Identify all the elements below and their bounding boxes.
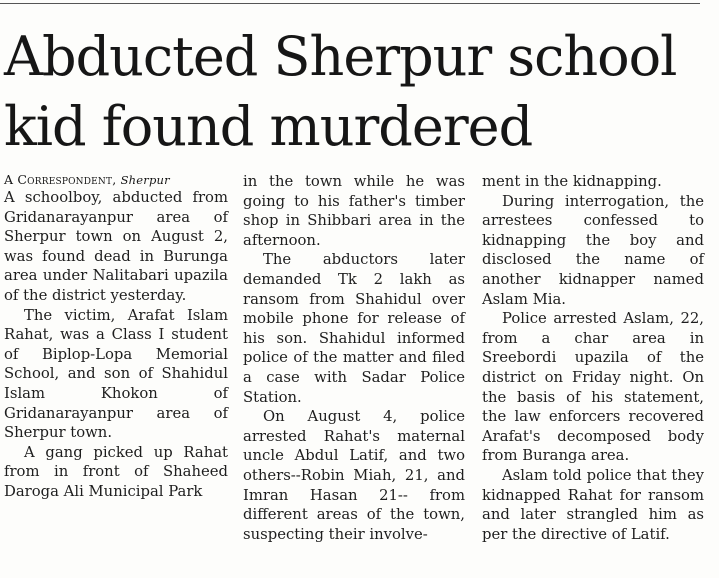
paragraph: The abductors later demanded Tk 2 lakh as ransom from Shahidul over mobile phone for release of his son. Shahidul informed police of the matter and filed a case with Sadar Police Station. — [243, 251, 465, 406]
paragraph: On August 4, police arrested Rahat's maternal uncle Abdul Latif, and two others--Robin Miah, 21, and Imran Hasan 21-- from different areas of the town, suspecting their involve- — [243, 408, 465, 543]
top-rule — [0, 3, 700, 4]
paragraph: Aslam told police that they kidnapped Rahat for ransom and later strangled him as per the directive of Latif. — [482, 466, 704, 543]
cropped-header-fragment — [521, 0, 711, 2]
paragraph: A gang picked up Rahat from in front of Shaheed Daroga Ali Municipal Park — [4, 443, 228, 500]
article-column-1 — [4, 172, 228, 502]
paragraph: Police arrested Aslam, 22, from a char area in Sreebordi upazila of the district on Friday night. On the basis of his statement, the law enforcers recovered Arafat's decomposed body from Buranga area. — [482, 310, 704, 465]
byline-place: Sherpur — [120, 173, 170, 187]
paragraph: A schoolboy, abducted from Gridanarayanpur area of Sherpur town on August 2, was found dead in Burunga area under Nalitabari upazila of the district yesterday. — [4, 189, 228, 304]
paragraph: During interrogation, the arrestees confessed to kidnapping the boy and disclosed the name of another kidnapper named Aslam Mia. — [482, 192, 704, 308]
byline — [4, 172, 228, 188]
byline-name: A Correspondent, — [4, 172, 117, 187]
headline-line-2: kid found murdered — [4, 95, 533, 158]
paragraph: ment in the kidnapping. — [482, 173, 662, 190]
paragraph: The victim, Arafat Islam Rahat, was a Class I student of Biplop-Lopa Memorial School, and son of Shahidul Islam Khokon of Gridanarayanpur area of Sherpur town. — [4, 306, 228, 442]
paragraph: in the town while he was going to his father's timber shop in Shibbari area in the afternoon. — [243, 173, 465, 249]
article-column-3 — [482, 172, 704, 544]
article-column-2 — [243, 172, 465, 544]
headline-line-1: Abducted Sherpur school — [4, 25, 677, 88]
headline — [4, 22, 716, 162]
